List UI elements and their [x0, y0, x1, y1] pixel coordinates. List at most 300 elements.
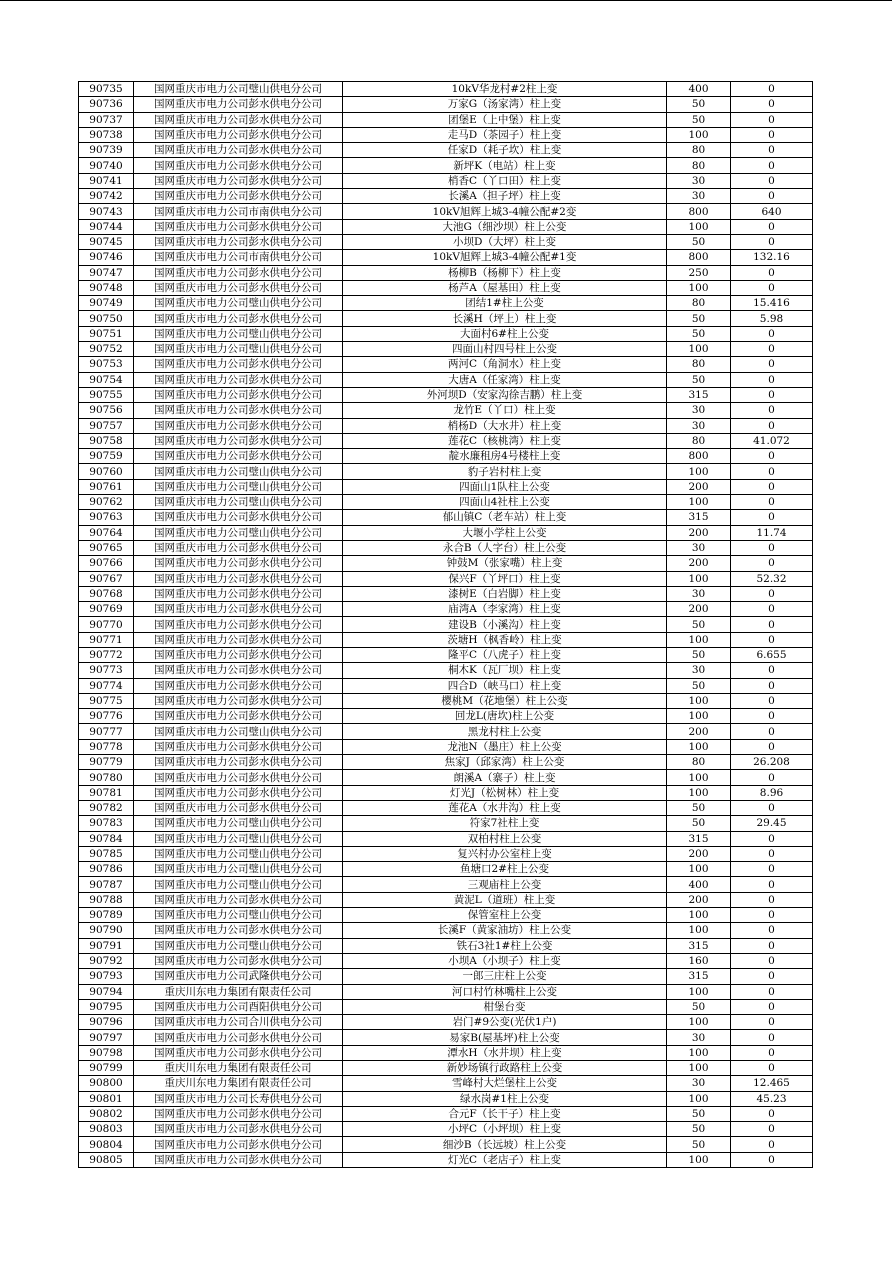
capacity-cell: 100	[667, 923, 731, 938]
value-cell: 0	[731, 112, 813, 127]
org-cell: 国网重庆市电力公司璧山供电分公司	[134, 296, 343, 311]
name-cell: 豹子岩村柱上变	[343, 464, 667, 479]
table-row	[79, 632, 813, 647]
value-cell: 0	[731, 449, 813, 464]
capacity-cell: 100	[667, 1152, 731, 1167]
org-cell: 国网重庆市电力公司武隆供电分公司	[134, 969, 343, 984]
table-row	[79, 250, 813, 265]
name-cell: 绿水岗#1柱上公变	[343, 1091, 667, 1106]
value-cell: 0	[731, 495, 813, 510]
name-cell: 大唐A（任家湾）柱上变	[343, 372, 667, 387]
table-row	[79, 219, 813, 234]
table-row	[79, 1152, 813, 1167]
value-cell: 5.98	[731, 311, 813, 326]
name-cell: 莲花A（水井沟）柱上变	[343, 800, 667, 815]
value-cell: 15.416	[731, 296, 813, 311]
id-cell: 90790	[79, 923, 134, 938]
value-cell: 132.16	[731, 250, 813, 265]
org-cell: 国网重庆市电力公司彭水供电分公司	[134, 953, 343, 968]
capacity-cell: 100	[667, 693, 731, 708]
id-cell: 90781	[79, 785, 134, 800]
table-row	[79, 770, 813, 785]
capacity-cell: 200	[667, 602, 731, 617]
value-cell: 0	[731, 464, 813, 479]
table-row	[79, 234, 813, 249]
id-cell: 90799	[79, 1061, 134, 1076]
table-row	[79, 892, 813, 907]
value-cell: 0	[731, 739, 813, 754]
name-cell: 新坪K（电站）柱上变	[343, 158, 667, 173]
table-row	[79, 1106, 813, 1121]
name-cell: 双柏村柱上公变	[343, 831, 667, 846]
table-row	[79, 1030, 813, 1045]
name-cell: 黄泥L（道班）柱上变	[343, 892, 667, 907]
name-cell: 小坝D（大坪）柱上变	[343, 234, 667, 249]
capacity-cell: 30	[667, 1030, 731, 1045]
value-cell: 0	[731, 663, 813, 678]
capacity-cell: 30	[667, 189, 731, 204]
capacity-cell: 100	[667, 1045, 731, 1060]
org-cell: 国网重庆市电力公司彭水供电分公司	[134, 418, 343, 433]
value-cell: 0	[731, 158, 813, 173]
org-cell: 国网重庆市电力公司璧山供电分公司	[134, 464, 343, 479]
org-cell: 国网重庆市电力公司璧山供电分公司	[134, 877, 343, 892]
id-cell: 90791	[79, 938, 134, 953]
capacity-cell: 30	[667, 418, 731, 433]
capacity-cell: 100	[667, 127, 731, 142]
name-cell: 小坝A（小坝子）柱上变	[343, 953, 667, 968]
name-cell: 钟鼓M（张家嘴）柱上变	[343, 556, 667, 571]
org-cell: 国网重庆市电力公司彭水供电分公司	[134, 1045, 343, 1060]
capacity-cell: 80	[667, 143, 731, 158]
table-row	[79, 82, 813, 97]
table-row	[79, 495, 813, 510]
org-cell: 国网重庆市电力公司璧山供电分公司	[134, 908, 343, 923]
org-cell: 国网重庆市电力公司市南供电分公司	[134, 204, 343, 219]
capacity-cell: 80	[667, 357, 731, 372]
table-row	[79, 1076, 813, 1091]
capacity-cell: 315	[667, 831, 731, 846]
value-cell: 0	[731, 189, 813, 204]
capacity-cell: 100	[667, 709, 731, 724]
id-cell: 90756	[79, 403, 134, 418]
id-cell: 90777	[79, 724, 134, 739]
table-row	[79, 296, 813, 311]
table-row	[79, 540, 813, 555]
id-cell: 90795	[79, 999, 134, 1014]
id-cell: 90801	[79, 1091, 134, 1106]
capacity-cell: 80	[667, 433, 731, 448]
capacity-cell: 30	[667, 173, 731, 188]
id-cell: 90794	[79, 984, 134, 999]
table-row	[79, 663, 813, 678]
org-cell: 国网重庆市电力公司彭水供电分公司	[134, 663, 343, 678]
capacity-cell: 160	[667, 953, 731, 968]
capacity-cell: 50	[667, 326, 731, 341]
capacity-cell: 100	[667, 739, 731, 754]
capacity-cell: 100	[667, 280, 731, 295]
name-cell: 外河坝D（安家沟徐吉鹏）柱上变	[343, 387, 667, 402]
id-cell: 90746	[79, 250, 134, 265]
capacity-cell: 800	[667, 250, 731, 265]
capacity-cell: 80	[667, 755, 731, 770]
name-cell: 大池G（细沙坝）柱上公变	[343, 219, 667, 234]
value-cell: 0	[731, 800, 813, 815]
org-cell: 国网重庆市电力公司酉阳供电分公司	[134, 999, 343, 1014]
id-cell: 90743	[79, 204, 134, 219]
capacity-cell: 100	[667, 785, 731, 800]
table-row	[79, 739, 813, 754]
table-row	[79, 800, 813, 815]
capacity-cell: 50	[667, 1122, 731, 1137]
org-cell: 国网重庆市电力公司彭水供电分公司	[134, 693, 343, 708]
capacity-cell: 100	[667, 219, 731, 234]
org-cell: 国网重庆市电力公司彭水供电分公司	[134, 647, 343, 662]
id-cell: 90750	[79, 311, 134, 326]
org-cell: 国网重庆市电力公司彭水供电分公司	[134, 785, 343, 800]
table-row	[79, 525, 813, 540]
table-row	[79, 908, 813, 923]
name-cell: 四面山4社柱上公变	[343, 495, 667, 510]
org-cell: 国网重庆市电力公司璧山供电分公司	[134, 495, 343, 510]
capacity-cell: 30	[667, 403, 731, 418]
value-cell: 0	[731, 862, 813, 877]
table-row	[79, 326, 813, 341]
name-cell: 两河C（角洞水）柱上变	[343, 357, 667, 372]
capacity-cell: 50	[667, 234, 731, 249]
table-row	[79, 479, 813, 494]
table-row	[79, 403, 813, 418]
id-cell: 90800	[79, 1076, 134, 1091]
name-cell: 小坪C（小坪坝）柱上变	[343, 1122, 667, 1137]
org-cell: 国网重庆市电力公司彭水供电分公司	[134, 1122, 343, 1137]
org-cell: 国网重庆市电力公司彭水供电分公司	[134, 372, 343, 387]
id-cell: 90785	[79, 846, 134, 861]
name-cell: 茨塘H（枫香岭）柱上变	[343, 632, 667, 647]
table-row	[79, 357, 813, 372]
value-cell: 26.208	[731, 755, 813, 770]
name-cell: 漆树E（白岩脚）柱上变	[343, 586, 667, 601]
value-cell: 0	[731, 342, 813, 357]
id-cell: 90775	[79, 693, 134, 708]
table-row	[79, 311, 813, 326]
table-row	[79, 755, 813, 770]
capacity-cell: 200	[667, 846, 731, 861]
org-cell: 国网重庆市电力公司彭水供电分公司	[134, 617, 343, 632]
name-cell: 桐木K（瓦厂坝）柱上变	[343, 663, 667, 678]
value-cell: 0	[731, 1015, 813, 1030]
capacity-cell: 315	[667, 510, 731, 525]
org-cell: 国网重庆市电力公司彭水供电分公司	[134, 892, 343, 907]
name-cell: 雪峰村大烂堡柱上公变	[343, 1076, 667, 1091]
name-cell: 铁石3社1#柱上公变	[343, 938, 667, 953]
value-cell: 0	[731, 602, 813, 617]
capacity-cell: 400	[667, 877, 731, 892]
value-cell: 0	[731, 678, 813, 693]
table-row	[79, 342, 813, 357]
name-cell: 灯光J（松树林）柱上变	[343, 785, 667, 800]
capacity-cell: 30	[667, 1076, 731, 1091]
table-row	[79, 999, 813, 1014]
table-row	[79, 953, 813, 968]
org-cell: 国网重庆市电力公司彭水供电分公司	[134, 709, 343, 724]
capacity-cell: 100	[667, 908, 731, 923]
org-cell: 国网重庆市电力公司璧山供电分公司	[134, 326, 343, 341]
value-cell: 0	[731, 127, 813, 142]
id-cell: 90751	[79, 326, 134, 341]
org-cell: 重庆川东电力集团有限责任公司	[134, 1076, 343, 1091]
capacity-cell: 50	[667, 816, 731, 831]
id-cell: 90787	[79, 877, 134, 892]
name-cell: 万家G（汤家湾）柱上变	[343, 97, 667, 112]
capacity-cell: 100	[667, 1061, 731, 1076]
name-cell: 樱桃M（花地堡）柱上公变	[343, 693, 667, 708]
name-cell: 保管室柱上公变	[343, 908, 667, 923]
id-cell: 90782	[79, 800, 134, 815]
capacity-cell: 100	[667, 862, 731, 877]
capacity-cell: 250	[667, 265, 731, 280]
value-cell: 0	[731, 846, 813, 861]
table-row	[79, 280, 813, 295]
org-cell: 国网重庆市电力公司彭水供电分公司	[134, 97, 343, 112]
org-cell: 国网重庆市电力公司彭水供电分公司	[134, 112, 343, 127]
org-cell: 国网重庆市电力公司彭水供电分公司	[134, 586, 343, 601]
org-cell: 国网重庆市电力公司璧山供电分公司	[134, 938, 343, 953]
table-row	[79, 938, 813, 953]
org-cell: 国网重庆市电力公司彭水供电分公司	[134, 403, 343, 418]
id-cell: 90786	[79, 862, 134, 877]
name-cell: 隆平C（八虎子）柱上变	[343, 647, 667, 662]
table-row	[79, 204, 813, 219]
value-cell: 0	[731, 1137, 813, 1152]
table-row	[79, 647, 813, 662]
table-row	[79, 464, 813, 479]
name-cell: 长溪F（黄家油坊）柱上公变	[343, 923, 667, 938]
id-cell: 90783	[79, 816, 134, 831]
capacity-cell: 100	[667, 632, 731, 647]
capacity-cell: 50	[667, 1137, 731, 1152]
table-row	[79, 693, 813, 708]
name-cell: 10kV旭辉上城3-4幢公配#2变	[343, 204, 667, 219]
value-cell: 0	[731, 280, 813, 295]
capacity-cell: 315	[667, 969, 731, 984]
capacity-cell: 80	[667, 296, 731, 311]
capacity-cell: 200	[667, 556, 731, 571]
table-row	[79, 189, 813, 204]
name-cell: 易家B(屋基坪)柱上公变	[343, 1030, 667, 1045]
capacity-cell: 50	[667, 800, 731, 815]
table-row	[79, 265, 813, 280]
capacity-cell: 200	[667, 724, 731, 739]
org-cell: 国网重庆市电力公司彭水供电分公司	[134, 449, 343, 464]
table-row	[79, 724, 813, 739]
id-cell: 90793	[79, 969, 134, 984]
org-cell: 国网重庆市电力公司彭水供电分公司	[134, 219, 343, 234]
org-cell: 重庆川东电力集团有限责任公司	[134, 984, 343, 999]
org-cell: 国网重庆市电力公司彭水供电分公司	[134, 632, 343, 647]
id-cell: 90796	[79, 1015, 134, 1030]
name-cell: 长溪H（坪上）柱上变	[343, 311, 667, 326]
org-cell: 国网重庆市电力公司彭水供电分公司	[134, 189, 343, 204]
capacity-cell: 50	[667, 617, 731, 632]
name-cell: 梢香C（丫口田）柱上变	[343, 173, 667, 188]
name-cell: 复兴村办公室柱上变	[343, 846, 667, 861]
id-cell: 90761	[79, 479, 134, 494]
org-cell: 国网重庆市电力公司彭水供电分公司	[134, 739, 343, 754]
org-cell: 国网重庆市电力公司彭水供电分公司	[134, 127, 343, 142]
name-cell: 大面村6#柱上公变	[343, 326, 667, 341]
value-cell: 0	[731, 357, 813, 372]
name-cell: 建设B（小溪沟）柱上变	[343, 617, 667, 632]
org-cell: 国网重庆市电力公司彭水供电分公司	[134, 158, 343, 173]
org-cell: 国网重庆市电力公司彭水供电分公司	[134, 1137, 343, 1152]
id-cell: 90752	[79, 342, 134, 357]
org-cell: 国网重庆市电力公司彭水供电分公司	[134, 1030, 343, 1045]
table-row	[79, 785, 813, 800]
org-cell: 国网重庆市电力公司彭水供电分公司	[134, 602, 343, 617]
id-cell: 90762	[79, 495, 134, 510]
id-cell: 90737	[79, 112, 134, 127]
id-cell: 90767	[79, 571, 134, 586]
name-cell: 符家7社柱上变	[343, 816, 667, 831]
capacity-cell: 50	[667, 999, 731, 1014]
name-cell: 四面山村四号柱上公变	[343, 342, 667, 357]
value-cell: 0	[731, 173, 813, 188]
table-row	[79, 862, 813, 877]
value-cell: 0	[731, 418, 813, 433]
org-cell: 国网重庆市电力公司合川供电分公司	[134, 1015, 343, 1030]
id-cell: 90776	[79, 709, 134, 724]
value-cell: 0	[731, 97, 813, 112]
table-row	[79, 877, 813, 892]
table-row	[79, 1137, 813, 1152]
org-cell: 国网重庆市电力公司彭水供电分公司	[134, 556, 343, 571]
table-row	[79, 143, 813, 158]
id-cell: 90788	[79, 892, 134, 907]
capacity-cell: 50	[667, 311, 731, 326]
value-cell: 12.465	[731, 1076, 813, 1091]
id-cell: 90792	[79, 953, 134, 968]
org-cell: 国网重庆市电力公司彭水供电分公司	[134, 1106, 343, 1121]
capacity-cell: 100	[667, 984, 731, 999]
capacity-cell: 30	[667, 663, 731, 678]
data-sheet	[78, 81, 813, 1168]
capacity-cell: 200	[667, 479, 731, 494]
value-cell: 0	[731, 556, 813, 571]
table-row	[79, 1091, 813, 1106]
capacity-cell: 100	[667, 1091, 731, 1106]
org-cell: 国网重庆市电力公司彭水供电分公司	[134, 143, 343, 158]
id-cell: 90778	[79, 739, 134, 754]
value-cell: 0	[731, 984, 813, 999]
name-cell: 回龙L(唐坎)柱上公变	[343, 709, 667, 724]
id-cell: 90755	[79, 387, 134, 402]
name-cell: 杨芦A（屋基田）柱上变	[343, 280, 667, 295]
id-cell: 90738	[79, 127, 134, 142]
org-cell: 国网重庆市电力公司彭水供电分公司	[134, 357, 343, 372]
org-cell: 国网重庆市电力公司彭水供电分公司	[134, 923, 343, 938]
table-row	[79, 127, 813, 142]
name-cell: 靛水廉租房4号楼柱上变	[343, 449, 667, 464]
value-cell: 0	[731, 479, 813, 494]
value-cell: 0	[731, 510, 813, 525]
org-cell: 国网重庆市电力公司璧山供电分公司	[134, 816, 343, 831]
capacity-cell: 315	[667, 938, 731, 953]
table-row	[79, 173, 813, 188]
value-cell: 0	[731, 724, 813, 739]
name-cell: 10kV旭辉上城3-4幢公配#1变	[343, 250, 667, 265]
table-row	[79, 1045, 813, 1060]
id-cell: 90784	[79, 831, 134, 846]
name-cell: 合元F（长干子）柱上变	[343, 1106, 667, 1121]
name-cell: 龙竹E（丫口）柱上变	[343, 403, 667, 418]
name-cell: 一郎三庄柱上公变	[343, 969, 667, 984]
value-cell: 0	[731, 1045, 813, 1060]
id-cell: 90757	[79, 418, 134, 433]
value-cell: 41.072	[731, 433, 813, 448]
table-row	[79, 602, 813, 617]
value-cell: 0	[731, 938, 813, 953]
id-cell: 90802	[79, 1106, 134, 1121]
id-cell: 90771	[79, 632, 134, 647]
value-cell: 0	[731, 1152, 813, 1167]
id-cell: 90753	[79, 357, 134, 372]
table-row	[79, 158, 813, 173]
capacity-cell: 100	[667, 1015, 731, 1030]
value-cell: 45.23	[731, 1091, 813, 1106]
value-cell: 0	[731, 709, 813, 724]
name-cell: 团堡E（上中堡）柱上变	[343, 112, 667, 127]
name-cell: 岩门#9公变(光伏1户)	[343, 1015, 667, 1030]
name-cell: 团结1#柱上公变	[343, 296, 667, 311]
name-cell: 大堰小学柱上公变	[343, 525, 667, 540]
capacity-cell: 100	[667, 342, 731, 357]
table-row	[79, 617, 813, 632]
org-cell: 国网重庆市电力公司彭水供电分公司	[134, 510, 343, 525]
id-cell: 90772	[79, 647, 134, 662]
value-cell: 0	[731, 999, 813, 1014]
id-cell: 90804	[79, 1137, 134, 1152]
capacity-cell: 50	[667, 372, 731, 387]
capacity-cell: 50	[667, 678, 731, 693]
capacity-cell: 50	[667, 1106, 731, 1121]
capacity-cell: 200	[667, 525, 731, 540]
page-top-rule	[0, 0, 892, 1]
value-cell: 0	[731, 540, 813, 555]
id-cell: 90769	[79, 602, 134, 617]
name-cell: 郁山镇C（老车站）柱上变	[343, 510, 667, 525]
id-cell: 90779	[79, 755, 134, 770]
capacity-cell: 200	[667, 892, 731, 907]
id-cell: 90742	[79, 189, 134, 204]
table-row	[79, 449, 813, 464]
name-cell: 灯光C（老店子）柱上变	[343, 1152, 667, 1167]
value-cell: 0	[731, 1106, 813, 1121]
name-cell: 三观庙柱上公变	[343, 877, 667, 892]
name-cell: 10kV华龙村#2柱上变	[343, 82, 667, 97]
id-cell: 90770	[79, 617, 134, 632]
value-cell: 0	[731, 234, 813, 249]
id-cell: 90759	[79, 449, 134, 464]
name-cell: 黑龙村柱上公变	[343, 724, 667, 739]
capacity-cell: 315	[667, 387, 731, 402]
id-cell: 90760	[79, 464, 134, 479]
value-cell: 0	[731, 219, 813, 234]
org-cell: 国网重庆市电力公司璧山供电分公司	[134, 479, 343, 494]
table-row	[79, 372, 813, 387]
id-cell: 90805	[79, 1152, 134, 1167]
org-cell: 国网重庆市电力公司彭水供电分公司	[134, 173, 343, 188]
